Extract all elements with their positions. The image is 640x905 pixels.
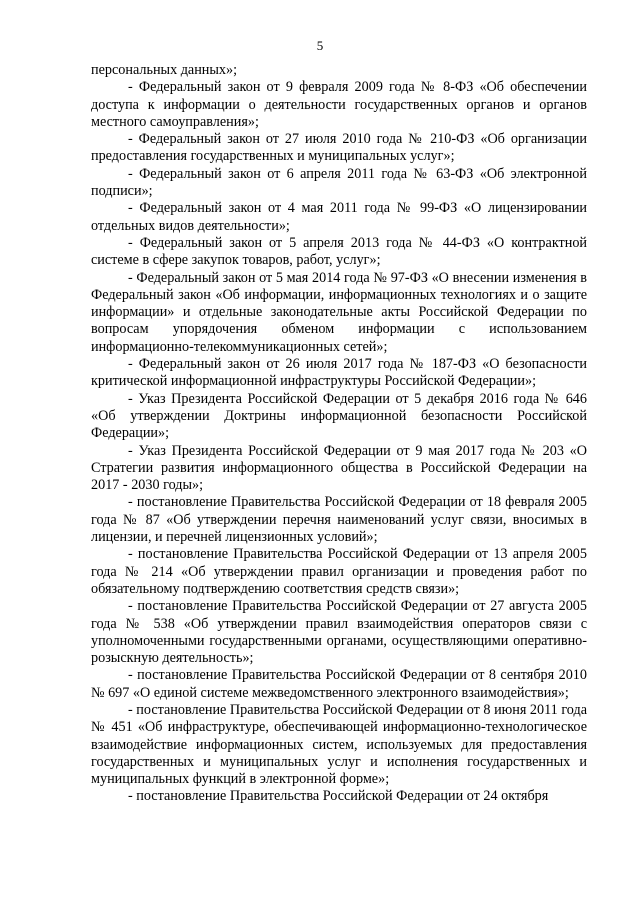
paragraph: - Федеральный закон от 5 мая 2014 года № 97-ФЗ «О внесении изменения в Федеральный закон «Об информации, информационных технологиях и о защите информации» и отдельные законодательные акты Российской Федерации по вопросам упорядочения обменом информации с использованием информационно-телекоммуникационных сетей»; xyxy=(91,269,587,355)
paragraph: - Федеральный закон от 6 апреля 2011 года № 63-ФЗ «Об электронной подписи»; xyxy=(91,165,587,200)
paragraph: - Федеральный закон от 27 июля 2010 года № 210-ФЗ «Об организации предоставления государственных и муниципальных услуг»; xyxy=(91,131,587,165)
paragraph: - постановление Правительства Российской Федерации от 13 апреля 2005 года № 214 «Об утверждении правил организации и проведения работ по обязательному подтверждению соответствия средств связи»; xyxy=(91,546,587,597)
paragraph: - постановление Правительства Российской Федерации от 27 августа 2005 года № 538 «Об утверждении правил взаимодействия операторов связи с уполномоченными государственными органами, осуществляющими оперативно-розыскную деятельность»; xyxy=(91,598,587,667)
document-body xyxy=(91,62,587,806)
paragraph: - Указ Президента Российской Федерации от 9 мая 2017 года № 203 «О Стратегии развития информационного общества в Российской Федерации на 2017 - 2030 годы»; xyxy=(91,442,587,494)
paragraph: - постановление Правительства Российской Федерации от 18 февраля 2005 года № 87 «Об утверждении перечня наименований услуг связи, вносимых в лицензии, и перечней лицензионных условий»; xyxy=(91,494,587,546)
paragraph: персональных данных»; xyxy=(91,62,238,78)
paragraph: - Федеральный закон от 4 мая 2011 года № 99-ФЗ «О лицензировании отдельных видов деятельности»; xyxy=(91,200,587,234)
paragraph: - Указ Президента Российской Федерации от 5 декабря 2016 года № 646 «Об утверждении Доктрины информационной безопасности Российской Федерации»; xyxy=(91,390,587,442)
paragraph: - Федеральный закон от 26 июля 2017 года № 187-ФЗ «О безопасности критической информационной инфраструктуры Российской Федерации»; xyxy=(91,356,587,390)
paragraph: - постановление Правительства Российской Федерации от 8 сентября 2010 № 697 «О единой системе межведомственного электронного взаимодействия»; xyxy=(91,667,587,701)
paragraph: - постановление Правительства Российской Федерации от 24 октября xyxy=(128,788,549,805)
paragraph: - Федеральный закон от 5 апреля 2013 года № 44-ФЗ «О контрактной системе в сфере закупок товаров, работ, услуг»; xyxy=(91,234,587,269)
page-number: 5 xyxy=(316,38,324,53)
paragraph: - постановление Правительства Российской Федерации от 8 июня 2011 года № 451 «Об инфраструктуре, обеспечивающей информационно-технологическое взаимодействие информационных систем, используемых для предоставления государственных и муниципальных услуг и исполнения государственных и муниципальных функций в электронной форме»; xyxy=(91,701,587,788)
paragraph: - Федеральный закон от 9 февраля 2009 года № 8-ФЗ «Об обеспечении доступа к информации о деятельности государственных органов и органов местного самоуправления»; xyxy=(91,79,587,130)
